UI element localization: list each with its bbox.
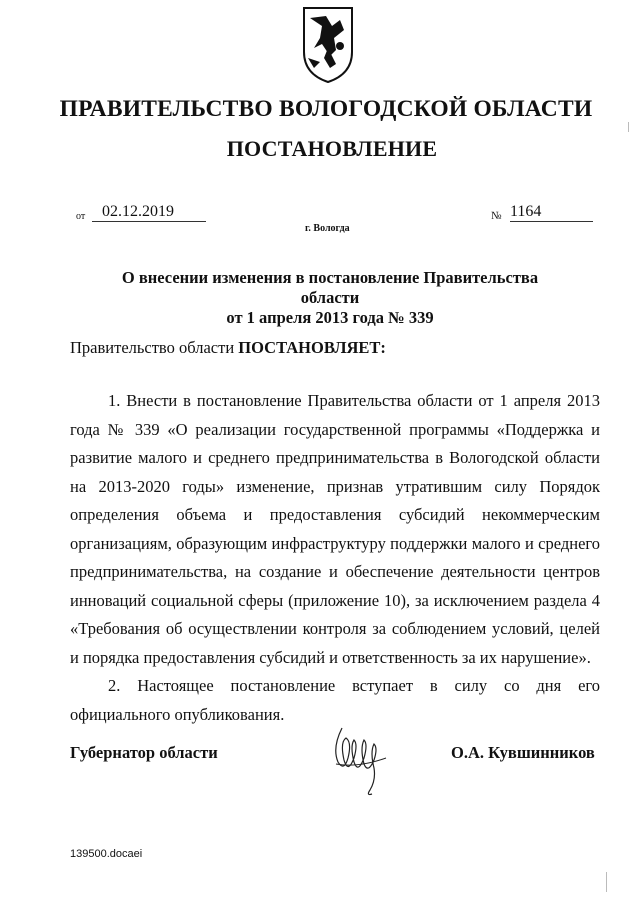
date-prefix: от bbox=[76, 211, 86, 222]
number-prefix: № bbox=[491, 210, 502, 222]
scan-mark bbox=[628, 122, 629, 132]
preamble-text: Правительство области bbox=[70, 338, 235, 357]
document-subject bbox=[100, 268, 560, 328]
subject-line-2: от 1 апреля 2013 года № 339 bbox=[226, 308, 434, 327]
city: г. Вологда bbox=[305, 223, 350, 234]
file-reference: 139500.docaei bbox=[70, 848, 143, 860]
document-number: 1164 bbox=[510, 202, 593, 222]
preamble-emphasis: ПОСТАНОВЛЯЕТ: bbox=[238, 338, 386, 357]
government-title: ПРАВИТЕЛЬСТВО ВОЛОГОДСКОЙ ОБЛАСТИ bbox=[59, 96, 593, 122]
document-type: ПОСТАНОВЛЕНИЕ bbox=[226, 136, 438, 161]
handwritten-signature-icon bbox=[328, 718, 390, 798]
scan-mark bbox=[606, 872, 607, 892]
signer-name: О.А. Кувшинников bbox=[451, 743, 595, 762]
paragraph-2: 2. Настоящее постановление вступает в силу со дня его официального опубликования. bbox=[70, 676, 600, 724]
document-date: 02.12.2019 bbox=[92, 202, 206, 222]
paragraph-1: 1. Внести в постановление Правительства области от 1 апреля 2013 года № 339 «О реализации государственной программы «Поддержка и развитие малого и среднего предпринимательства в Вологодской области на 2013-2020 годы» изменение, признав утратившим силу Порядок определения объема и предоставления субсидий некоммерческим организациям, образующим инфраструктуру поддержки малого и среднего предпринимательства, на создание и обеспечение деятельности центров инноваций социальной сферы (приложение 10), за исключением раздела 4 «Требования об осуществлении контроля за соблюдением условий, целей и порядка предоставления субсидий и ответственность за их нарушение». bbox=[70, 391, 600, 667]
preamble bbox=[70, 338, 386, 358]
document-body bbox=[70, 387, 600, 729]
coat-of-arms-icon bbox=[300, 4, 356, 86]
signer-title: Губернатор области bbox=[70, 743, 218, 762]
subject-line-1: О внесении изменения в постановление Правительства области bbox=[121, 268, 539, 307]
